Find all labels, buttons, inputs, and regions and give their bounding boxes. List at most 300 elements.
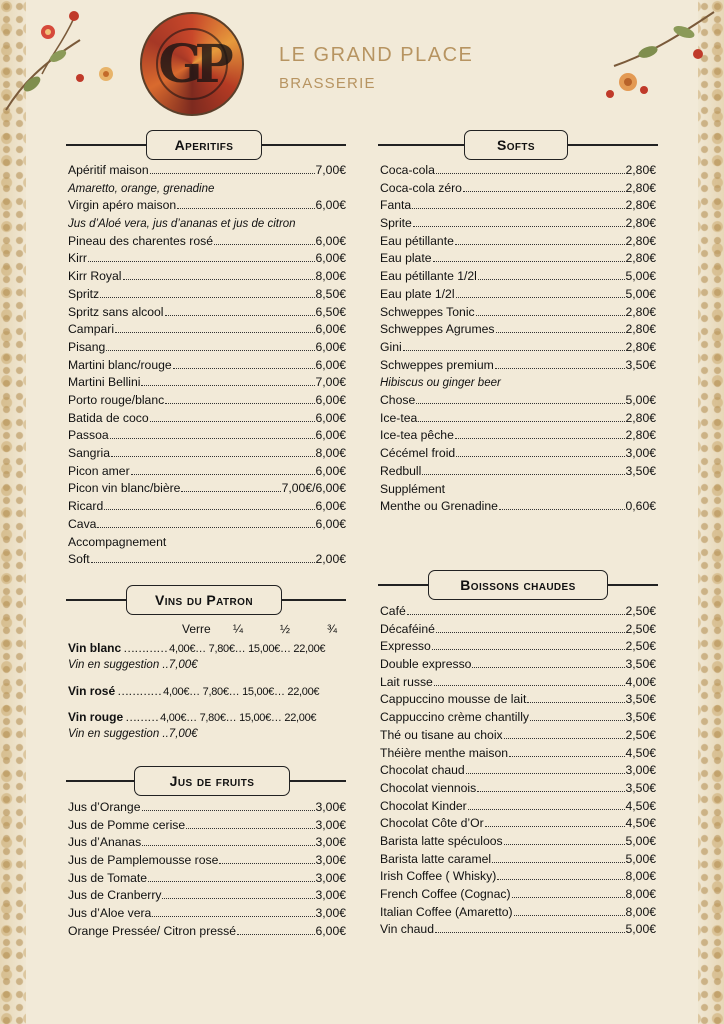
menu-item: [380, 816, 656, 834]
dot-leader: [142, 836, 314, 846]
item-name: Eau plate: [380, 251, 432, 266]
aperitifs-header: [66, 130, 346, 160]
menu-item: [380, 905, 656, 923]
item-name: Chocolat Kinder: [380, 798, 467, 813]
item-price: 3,00€: [625, 446, 656, 460]
dot-leader: [111, 447, 314, 457]
dot-leader: [492, 853, 624, 863]
dot-leader: [504, 729, 625, 739]
item-name: Passoa: [68, 428, 109, 443]
menu-item: [68, 853, 346, 871]
wine-name: Vin rouge: [68, 710, 124, 724]
dot-leader: [514, 906, 625, 916]
dot-leader: [413, 217, 625, 227]
menu-item: [380, 728, 656, 746]
menu-item: [380, 887, 656, 905]
menu-item: [380, 234, 656, 252]
item-name: Jus de Tomate: [68, 870, 148, 885]
item-name: Eau pétillante 1/2l: [380, 269, 477, 284]
item-price: 6,00€: [315, 198, 346, 213]
item-name: Irish Coffee ( Whisky): [380, 869, 497, 884]
menu-item: [380, 305, 656, 323]
item-price: 5,00€: [625, 851, 656, 866]
wine-note: Vin en suggestion ..7,00€: [68, 659, 198, 671]
dot-leader: [476, 306, 625, 316]
item-price: 3,00€: [315, 888, 346, 903]
wine-row-rose: [68, 684, 319, 698]
item-name: Jus de Cranberry: [68, 888, 162, 903]
item-name: Ice-tea: [380, 410, 418, 425]
dot-leader: [416, 394, 624, 404]
dot-leader: [466, 764, 625, 774]
menu-item: [68, 322, 346, 340]
item-price: 5,00€: [625, 286, 656, 301]
menu-item: [380, 464, 656, 482]
item-price: 3,00€: [315, 870, 346, 885]
item-price: 3,50€: [625, 692, 656, 707]
item-price: 8,00€: [625, 904, 656, 919]
dot-leader: [412, 199, 624, 209]
dot-leader: [456, 288, 625, 298]
floral-corner-left-icon: [2, 4, 122, 116]
menu-item: [68, 446, 346, 464]
dot-leader: [527, 693, 624, 703]
dot-leader: [173, 359, 315, 369]
menu-item: [68, 481, 346, 499]
wine-col-quarter: ¼: [233, 622, 244, 636]
dot-leader: [177, 199, 314, 209]
dot-leader: [142, 801, 315, 811]
item-price: 2,50€: [625, 604, 656, 618]
item-price: 5,00€: [625, 922, 656, 937]
item-name: Porto rouge/blanc: [68, 392, 165, 407]
item-name: Double expresso: [380, 657, 472, 672]
item-name: Théière menthe maison: [380, 745, 509, 760]
item-price: 2,00€: [315, 552, 346, 567]
item-price: 8,00€: [315, 446, 346, 460]
item-name: Spritz: [68, 286, 100, 301]
item-name: Virgin apéro maison: [68, 198, 177, 213]
menu-item: [68, 358, 346, 376]
menu-item: [68, 375, 346, 393]
item-price: 3,50€: [625, 463, 656, 478]
menu-item: [380, 922, 656, 940]
menu-item: [68, 287, 346, 305]
menu-item: [68, 234, 346, 252]
brand-subtitle: BRASSERIE: [279, 75, 376, 92]
dot-leader: [422, 465, 624, 475]
item-price: 6,00€: [315, 233, 346, 248]
jus-header: [66, 766, 346, 796]
item-price: 2,80€: [625, 198, 656, 213]
dot-leader: [162, 889, 314, 899]
item-price: 6,00€: [315, 516, 346, 531]
menu-item: [380, 358, 656, 376]
menu-item: [380, 710, 656, 728]
item-price: 2,50€: [625, 621, 656, 636]
dot-leader: [456, 447, 624, 457]
dot-leader: [497, 870, 624, 880]
item-name: Sprite: [380, 216, 412, 231]
item-price: 3,00€: [315, 817, 346, 832]
dot-leader: [504, 835, 625, 845]
item-price: 2,50€: [625, 639, 656, 654]
item-name: Sangria: [68, 446, 111, 460]
dot-leader: [88, 252, 315, 262]
menu-item: [68, 552, 346, 570]
item-name: Jus d’Orange: [68, 800, 141, 814]
dot-leader: [97, 518, 314, 528]
item-price: 6,00€: [315, 923, 346, 938]
dot-leader: [165, 306, 315, 316]
menu-item: [380, 622, 656, 640]
item-price: 6,00€: [315, 339, 346, 354]
item-name: Expresso: [380, 639, 431, 654]
item-price: 2,80€: [625, 163, 656, 177]
dot-leader: [141, 376, 314, 386]
menu-item: [68, 163, 346, 181]
item-name: Ice-tea pêche: [380, 428, 454, 443]
item-price: 4,50€: [625, 798, 656, 813]
item-name: Kirr: [68, 251, 87, 266]
dot-leader: [472, 658, 624, 668]
wine-col-half: ½: [280, 622, 291, 636]
dot-leader: [530, 711, 624, 721]
item-price: 6,00€: [315, 463, 346, 478]
jus-list: [68, 800, 346, 942]
dot-leader: [496, 323, 625, 333]
chaudes-list: [380, 604, 656, 940]
wine-col-verre: Verre: [182, 622, 211, 636]
item-price: 3,50€: [625, 357, 656, 372]
wine-row-blanc: [68, 641, 325, 655]
dot-leader: [499, 500, 625, 510]
dot-leader: [485, 817, 625, 827]
item-name: Campari: [68, 322, 115, 337]
wine-dots: …………: [117, 684, 162, 698]
item-name: Schweppes premium: [380, 357, 494, 372]
dot-leader: [463, 182, 625, 192]
item-name: Apéritif maison: [68, 163, 149, 177]
item-name: Kirr Royal: [68, 269, 122, 284]
item-name: Barista latte caramel: [380, 851, 492, 866]
item-name: Vin chaud: [380, 922, 434, 937]
menu-item: [68, 906, 346, 924]
dot-leader: [181, 482, 280, 492]
menu-item: [380, 411, 656, 429]
brand-logo: [140, 12, 244, 116]
aperitifs-title: Aperitifs: [146, 130, 262, 160]
menu-item: [68, 393, 346, 411]
item-name: Picon amer: [68, 463, 130, 478]
softs-list: [380, 163, 656, 517]
item-name: Pisang: [68, 339, 106, 354]
item-price: 5,00€: [625, 833, 656, 848]
dot-leader: [237, 925, 315, 935]
wine-col-three-quarter: ¾: [327, 622, 338, 636]
dot-leader: [148, 872, 314, 882]
item-name: Fanta: [380, 198, 412, 213]
aperitifs-list: [68, 163, 346, 570]
floral-corner-right-icon: [594, 2, 718, 106]
dot-leader: [432, 640, 625, 650]
dot-leader: [455, 235, 625, 245]
item-price: 6,00€: [315, 428, 346, 443]
menu-item: [380, 287, 656, 305]
menu-item: [380, 746, 656, 764]
item-name: Martini blanc/rouge: [68, 357, 172, 372]
dot-leader: [512, 888, 625, 898]
item-price: 2,80€: [625, 233, 656, 248]
item-price: 2,80€: [625, 251, 656, 266]
wine-prices: 4,00€… 7,80€… 15,00€… 22,00€: [160, 712, 317, 724]
item-price: 7,00€: [315, 375, 346, 390]
dot-leader: [100, 288, 314, 298]
menu-item: [380, 852, 656, 870]
vins-title: Vins du Patron: [126, 585, 282, 615]
dot-leader: [186, 819, 314, 829]
item-price: 8,00€: [625, 869, 656, 884]
left-lace-border: [0, 0, 26, 1024]
item-price: 4,50€: [625, 816, 656, 831]
item-name: Jus de Pamplemousse rose: [68, 853, 219, 868]
item-price: 8,00€: [315, 269, 346, 284]
item-note: Hibiscus ou ginger beer: [380, 377, 501, 390]
item-name: Coca-cola zéro: [380, 180, 462, 195]
item-price: 4,50€: [625, 745, 656, 760]
item-name: Cappuccino crème chantilly: [380, 710, 530, 725]
menu-item: [68, 428, 346, 446]
item-group-label: Accompagnement: [68, 535, 167, 550]
item-name: Thé ou tisane au choix: [380, 727, 503, 742]
menu-item: [380, 269, 656, 287]
item-price: 6,50€: [315, 304, 346, 319]
item-price: 3,00€: [315, 906, 346, 921]
item-price: 2,50€: [625, 727, 656, 742]
dot-leader: [468, 800, 625, 810]
wine-dots: ………: [125, 710, 159, 724]
item-name: Coca-cola: [380, 163, 435, 177]
item-name: Picon vin blanc/bière: [68, 481, 181, 496]
item-price: 7,00€/6,00€: [281, 481, 346, 496]
menu-item: [68, 251, 346, 269]
item-name: Café: [380, 604, 406, 618]
wine-name: Vin rosé: [68, 684, 116, 698]
item-name: Ricard: [68, 499, 104, 514]
dot-leader: [219, 854, 314, 864]
menu-item: [68, 800, 346, 818]
dot-leader: [131, 465, 315, 475]
chaudes-header: [378, 570, 658, 600]
item-price: 3,50€: [625, 657, 656, 672]
item-name: Spritz sans alcool: [68, 304, 164, 319]
item-price: 2,80€: [625, 216, 656, 231]
item-price: 2,80€: [625, 180, 656, 195]
menu-item: [68, 499, 346, 517]
menu-item: [68, 411, 346, 429]
item-price: 6,00€: [315, 357, 346, 372]
dot-leader: [436, 164, 625, 174]
item-price: 2,80€: [625, 322, 656, 337]
dot-leader: [478, 270, 625, 280]
menu-item: [380, 428, 656, 446]
menu-item: [380, 322, 656, 340]
brand-title: LE GRAND PLACE: [279, 44, 474, 66]
menu-item: [380, 763, 656, 781]
item-name: Chocolat Côte d’Or: [380, 816, 484, 831]
item-price: 6,00€: [315, 410, 346, 425]
menu-item: [68, 464, 346, 482]
dot-leader: [214, 235, 315, 245]
dot-leader: [403, 341, 625, 351]
menu-item: [68, 269, 346, 287]
item-price: 6,00€: [315, 322, 346, 337]
wine-name: Vin blanc: [68, 641, 122, 655]
menu-item: [380, 781, 656, 799]
item-group-label: Supplément: [380, 482, 446, 497]
menu-item: [380, 163, 656, 181]
jus-title: Jus de fruits: [134, 766, 290, 796]
dot-leader: [434, 676, 625, 686]
item-price: 6,00€: [315, 392, 346, 407]
item-price: 2,80€: [625, 428, 656, 443]
item-name: Menthe ou Grenadine: [380, 499, 498, 514]
dot-leader: [104, 500, 314, 510]
item-name: Cava: [68, 516, 97, 531]
item-name: Jus d’Ananas: [68, 835, 142, 850]
menu-item: [380, 499, 656, 517]
dot-leader: [435, 923, 625, 933]
item-name: Jus d’Aloe vera: [68, 906, 152, 921]
item-name: Schweppes Agrumes: [380, 322, 495, 337]
softs-title: Softs: [464, 130, 568, 160]
menu-item: [68, 924, 346, 942]
item-name: French Coffee (Cognac): [380, 887, 511, 901]
item-price: 3,50€: [625, 780, 656, 795]
dot-leader: [509, 747, 624, 757]
item-name: Lait russe: [380, 674, 433, 689]
dot-leader: [433, 252, 625, 262]
item-price: 3,00€: [625, 763, 656, 778]
dot-leader: [418, 412, 624, 422]
item-price: 3,00€: [315, 800, 346, 814]
item-name: Chocolat viennois: [380, 780, 477, 795]
dot-leader: [477, 782, 624, 792]
item-price: 4,00€: [625, 674, 656, 689]
item-name: Décaféiné: [380, 621, 435, 636]
dot-leader: [106, 341, 314, 351]
item-name: Gini: [380, 339, 402, 354]
menu-item: [380, 639, 656, 657]
right-lace-border: [698, 0, 724, 1024]
item-price: 8,00€: [625, 887, 656, 901]
item-price: 8,50€: [315, 286, 346, 301]
item-price: 3,00€: [315, 835, 346, 850]
item-name: Schweppes Tonic: [380, 304, 475, 319]
dot-leader: [455, 429, 625, 439]
menu-item: [380, 251, 656, 269]
menu-item: [380, 692, 656, 710]
menu-item: [380, 799, 656, 817]
dot-leader: [495, 359, 625, 369]
chaudes-title: Boissons chaudes: [428, 570, 608, 600]
item-name: Cécémel froid: [380, 446, 456, 460]
item-name: Pineau des charentes rosé: [68, 233, 213, 248]
dot-leader: [150, 164, 315, 174]
menu-item: [380, 181, 656, 199]
dot-leader: [115, 323, 314, 333]
menu-item: [380, 604, 656, 622]
item-name: Jus de Pomme cerise: [68, 817, 186, 832]
menu-item: [68, 198, 346, 216]
menu-item: [380, 675, 656, 693]
dot-leader: [165, 394, 314, 404]
item-name: Chose: [380, 392, 416, 407]
softs-header: [378, 130, 658, 160]
menu-item: [68, 340, 346, 358]
dot-leader: [110, 429, 315, 439]
wine-prices: 4,00€… 7,80€… 15,00€… 22,00€: [169, 643, 326, 655]
item-name: Eau pétillante: [380, 233, 454, 248]
menu-item: [68, 871, 346, 889]
item-price: 0,60€: [625, 499, 656, 514]
item-price: 5,00€: [625, 269, 656, 284]
wine-dots: …………: [123, 641, 168, 655]
item-price: 6,00€: [315, 251, 346, 266]
item-name: Soft: [68, 552, 90, 567]
item-name: Martini Bellini: [68, 375, 141, 390]
menu-item: [68, 818, 346, 836]
item-name: Barista latte spéculoos: [380, 833, 503, 848]
menu-item: [68, 517, 346, 535]
item-price: 3,00€: [315, 853, 346, 868]
menu-item: [380, 393, 656, 411]
wine-row-rouge: [68, 710, 316, 724]
item-name: Batida de coco: [68, 410, 149, 425]
wine-prices: 4,00€… 7,80€… 15,00€… 22,00€: [163, 686, 320, 698]
logo-monogram: GP: [158, 33, 226, 95]
dot-leader: [407, 605, 625, 615]
item-price: 2,80€: [625, 339, 656, 354]
item-price: 3,50€: [625, 710, 656, 725]
item-name: Redbull: [380, 463, 422, 478]
item-price: 5,00€: [625, 392, 656, 407]
item-name: Chocolat chaud: [380, 763, 465, 778]
menu-item: [380, 198, 656, 216]
menu-item: [380, 216, 656, 234]
item-note: Amaretto, orange, grenadine: [68, 182, 215, 195]
item-name: Eau plate 1/2l: [380, 286, 455, 301]
menu-item: [68, 835, 346, 853]
menu-item: [380, 834, 656, 852]
vins-header: [66, 585, 346, 615]
item-name: Italian Coffee (Amaretto): [380, 904, 513, 919]
menu-item: [380, 657, 656, 675]
item-note: Jus d’Aloé vera, jus d’ananas et jus de citron: [68, 218, 296, 231]
dot-leader: [91, 553, 315, 563]
menu-item: [380, 446, 656, 464]
item-name: Cappuccino mousse de lait: [380, 692, 527, 707]
menu-item: [68, 305, 346, 323]
dot-leader: [436, 623, 625, 633]
dot-leader: [150, 412, 315, 422]
menu-item: [380, 340, 656, 358]
wine-note: Vin en suggestion ..7,00€: [68, 728, 198, 740]
item-name: Orange Pressée/ Citron pressé: [68, 923, 236, 938]
menu-item: [380, 869, 656, 887]
dot-leader: [152, 907, 314, 917]
item-price: 2,80€: [625, 410, 656, 425]
